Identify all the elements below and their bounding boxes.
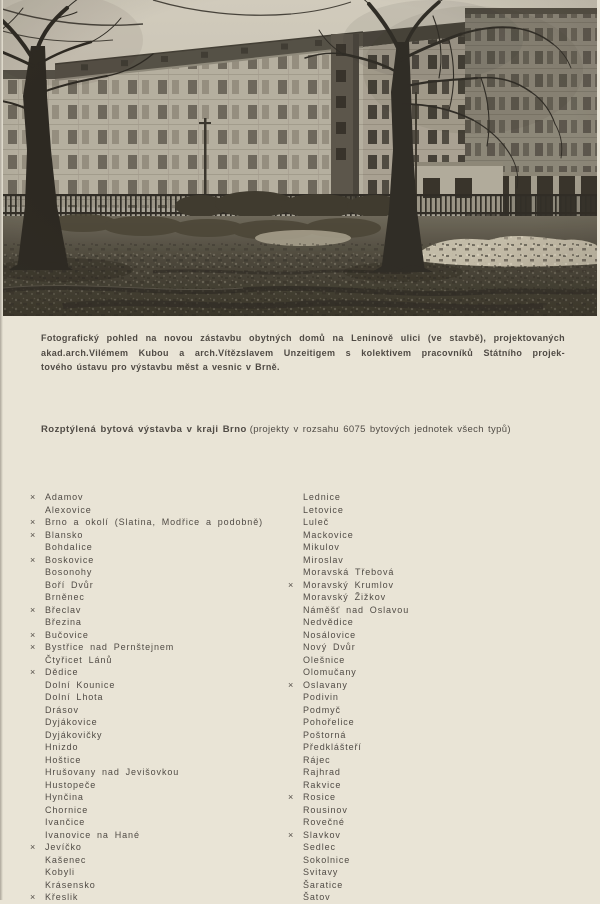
- left-place-name: Adamov: [45, 492, 84, 502]
- table-row: [0, 591, 600, 604]
- left-place-name: Dolní Kounice: [45, 679, 116, 690]
- left-column-cell: [0, 591, 288, 604]
- left-place-name: Hustopeče: [45, 779, 97, 790]
- left-place-name: Čtyřicet Lánů: [45, 654, 113, 665]
- right-column-cell: [288, 579, 600, 592]
- right-x-marker: [288, 766, 303, 779]
- left-x-marker: [30, 504, 45, 517]
- left-place-name: Chornice: [45, 804, 89, 815]
- left-x-marker: ×: [30, 529, 36, 540]
- left-column-cell: [0, 666, 288, 679]
- table-row: [0, 654, 600, 667]
- right-x-marker: [288, 741, 303, 754]
- right-place-name: Rakvice: [303, 779, 342, 790]
- right-place-name: Moravský Krumlov: [303, 579, 394, 590]
- right-place-name: Podmyč: [303, 704, 341, 715]
- table-row: [0, 866, 600, 879]
- left-place-name: Dyjákovičky: [45, 729, 103, 740]
- table-row: [0, 716, 600, 729]
- left-place-name: Drásov: [45, 704, 79, 715]
- right-place-name: Sokolnice: [303, 854, 351, 865]
- right-place-name: Rajhrad: [303, 767, 341, 777]
- left-x-marker: [30, 754, 45, 767]
- left-x-marker: ×: [30, 517, 36, 527]
- left-column-cell: [0, 779, 288, 792]
- table-row: [0, 879, 600, 892]
- table-row: [0, 491, 600, 504]
- right-x-marker: [288, 891, 303, 904]
- left-x-marker: [30, 566, 45, 579]
- left-column-cell: [0, 804, 288, 817]
- table-row: [0, 541, 600, 554]
- table-row: [0, 729, 600, 742]
- construction-photo-illustration: [3, 0, 597, 316]
- section-heading: [41, 424, 596, 435]
- photo-caption: [41, 331, 565, 375]
- left-place-name: Blansko: [45, 529, 84, 540]
- table-row: [0, 841, 600, 854]
- right-column-cell: [288, 804, 600, 817]
- left-x-marker: [30, 704, 45, 717]
- right-column-cell: [288, 779, 600, 792]
- left-column-cell: [0, 629, 288, 642]
- left-column-cell: [0, 679, 288, 692]
- right-place-name: Rovečné: [303, 817, 345, 827]
- left-x-marker: [30, 866, 45, 879]
- table-row: [0, 516, 600, 529]
- left-place-name: Dyjákovice: [45, 717, 98, 727]
- right-column-cell: [288, 741, 600, 754]
- right-column-cell: [288, 679, 600, 692]
- left-column-cell: [0, 516, 288, 529]
- table-row: [0, 791, 600, 804]
- right-place-name: Šatov: [303, 892, 331, 902]
- left-x-marker: [30, 716, 45, 729]
- right-x-marker: [288, 604, 303, 617]
- right-column-cell: [288, 491, 600, 504]
- right-place-name: Nový Dvůr: [303, 642, 356, 652]
- right-place-name: Olomučany: [303, 667, 357, 677]
- left-place-name: Bučovice: [45, 629, 89, 640]
- left-x-marker: [30, 779, 45, 792]
- left-x-marker: [30, 766, 45, 779]
- right-x-marker: [288, 854, 303, 867]
- heading-note-text: (projekty v rozsahu 6075 bytových jednotek všech typů): [249, 424, 511, 435]
- table-row: [0, 616, 600, 629]
- right-place-name: Rosice: [303, 792, 336, 802]
- left-x-marker: [30, 541, 45, 554]
- right-place-name: Rájec: [303, 754, 331, 765]
- right-x-marker: [288, 666, 303, 679]
- left-x-marker: [30, 804, 45, 817]
- right-column-cell: [288, 766, 600, 779]
- left-column-cell: [0, 504, 288, 517]
- right-x-marker: [288, 566, 303, 579]
- right-x-marker: [288, 816, 303, 829]
- right-column-cell: [288, 604, 600, 617]
- right-x-marker: [288, 616, 303, 629]
- right-place-name: Pohořelice: [303, 717, 355, 727]
- left-x-marker: [30, 741, 45, 754]
- table-row: [0, 604, 600, 617]
- table-row: [0, 854, 600, 867]
- right-place-name: Miroslav: [303, 554, 344, 565]
- left-column-cell: [0, 729, 288, 742]
- left-place-name: Hoštice: [45, 754, 82, 765]
- left-x-marker: ×: [30, 492, 36, 502]
- left-column-cell: [0, 529, 288, 542]
- right-place-name: Podivin: [303, 692, 339, 702]
- left-place-name: Ivanovice na Hané: [45, 829, 140, 840]
- left-column-cell: [0, 554, 288, 567]
- right-x-marker: ×: [288, 829, 294, 840]
- left-x-marker: ×: [30, 892, 36, 902]
- right-x-marker: [288, 591, 303, 604]
- left-place-name: Bosonohy: [45, 567, 93, 577]
- right-place-name: Sedlec: [303, 842, 336, 852]
- right-column-cell: [288, 829, 600, 842]
- right-column-cell: [288, 654, 600, 667]
- left-x-marker: [30, 691, 45, 704]
- right-column-cell: [288, 791, 600, 804]
- left-place-name: Hnizdo: [45, 742, 79, 752]
- right-x-marker: ×: [288, 679, 294, 690]
- table-row: [0, 779, 600, 792]
- left-column-cell: [0, 641, 288, 654]
- left-place-name: Dědice: [45, 667, 79, 677]
- left-column-cell: [0, 791, 288, 804]
- right-column-cell: [288, 866, 600, 879]
- right-x-marker: [288, 654, 303, 667]
- left-column-cell: [0, 741, 288, 754]
- caption-line: Fotografický pohled na novou zástavbu obytných domů na Leninově ulici (ve stavbě), projektovaných: [41, 333, 565, 343]
- heading-bold-text: Rozptýlená bytová výstavba v kraji Brno: [41, 424, 247, 435]
- left-place-name: Bystřice nad Pernštejnem: [45, 642, 175, 652]
- left-x-marker: [30, 879, 45, 892]
- left-place-name: Dolní Lhota: [45, 692, 104, 702]
- caption-line: tového ústavu pro výstavbu měst a vesnic v Brně.: [41, 362, 280, 373]
- right-place-name: Moravský Žižkov: [303, 592, 387, 602]
- right-column-cell: [288, 891, 600, 904]
- right-column-cell: [288, 841, 600, 854]
- right-column-cell: [288, 541, 600, 554]
- right-x-marker: [288, 704, 303, 717]
- left-column-cell: [0, 879, 288, 892]
- left-place-name: Kobyli: [45, 867, 75, 877]
- right-place-name: Slavkov: [303, 829, 341, 840]
- right-place-name: Mikulov: [303, 542, 340, 552]
- table-row: [0, 804, 600, 817]
- left-column-cell: [0, 704, 288, 717]
- left-column-cell: [0, 541, 288, 554]
- table-row: [0, 666, 600, 679]
- places-list: [0, 491, 600, 904]
- right-x-marker: ×: [288, 792, 294, 802]
- left-column-cell: [0, 841, 288, 854]
- left-column-cell: [0, 829, 288, 842]
- right-column-cell: [288, 879, 600, 892]
- right-x-marker: [288, 504, 303, 517]
- table-row: [0, 566, 600, 579]
- left-place-name: Krásensko: [45, 879, 96, 890]
- right-column-cell: [288, 854, 600, 867]
- left-place-name: Kašenec: [45, 854, 87, 865]
- right-column-cell: [288, 629, 600, 642]
- right-place-name: Předklášteří: [303, 742, 362, 752]
- left-place-name: Boří Dvůr: [45, 579, 94, 590]
- right-column-cell: [288, 704, 600, 717]
- right-column-cell: [288, 641, 600, 654]
- right-x-marker: [288, 541, 303, 554]
- right-place-name: Poštorná: [303, 729, 347, 740]
- left-x-marker: [30, 654, 45, 667]
- right-place-name: Svitavy: [303, 867, 339, 877]
- right-x-marker: [288, 554, 303, 567]
- right-x-marker: [288, 691, 303, 704]
- left-x-marker: [30, 791, 45, 804]
- left-x-marker: ×: [30, 629, 36, 640]
- right-place-name: Mackovice: [303, 529, 354, 540]
- left-column-cell: [0, 891, 288, 904]
- right-place-name: Olešnice: [303, 654, 346, 665]
- table-row: [0, 554, 600, 567]
- right-column-cell: [288, 566, 600, 579]
- right-x-marker: [288, 779, 303, 792]
- table-row: [0, 529, 600, 542]
- right-x-marker: ×: [288, 579, 294, 590]
- right-place-name: Letovice: [303, 504, 344, 515]
- left-column-cell: [0, 766, 288, 779]
- right-column-cell: [288, 816, 600, 829]
- right-x-marker: [288, 729, 303, 742]
- right-x-marker: [288, 516, 303, 529]
- left-place-name: Břeclav: [45, 604, 82, 615]
- right-place-name: Nedvědice: [303, 617, 354, 627]
- left-x-marker: [30, 679, 45, 692]
- left-column-cell: [0, 816, 288, 829]
- right-x-marker: [288, 629, 303, 642]
- left-column-cell: [0, 491, 288, 504]
- left-x-marker: [30, 729, 45, 742]
- right-x-marker: [288, 716, 303, 729]
- left-x-marker: [30, 829, 45, 842]
- right-column-cell: [288, 754, 600, 767]
- left-column-cell: [0, 754, 288, 767]
- right-place-name: Nosálovice: [303, 629, 357, 640]
- left-place-name: Hynčina: [45, 792, 84, 802]
- right-x-marker: [288, 641, 303, 654]
- right-place-name: Rousinov: [303, 804, 348, 815]
- right-place-name: Luleč: [303, 517, 330, 527]
- right-x-marker: [288, 754, 303, 767]
- left-place-name: Brněnec: [45, 592, 85, 602]
- left-place-name: Hrušovany nad Jevišovkou: [45, 767, 180, 777]
- left-x-marker: ×: [30, 842, 36, 852]
- left-column-cell: [0, 716, 288, 729]
- left-x-marker: [30, 816, 45, 829]
- left-place-name: Brno a okolí (Slatina, Modřice a podobně): [45, 517, 263, 527]
- table-row: [0, 754, 600, 767]
- left-column-cell: [0, 566, 288, 579]
- right-column-cell: [288, 691, 600, 704]
- left-place-name: Ivančice: [45, 817, 86, 827]
- left-place-name: Březina: [45, 617, 82, 627]
- left-x-marker: [30, 854, 45, 867]
- table-row: [0, 504, 600, 517]
- construction-photo: [3, 0, 597, 316]
- left-x-marker: ×: [30, 667, 36, 677]
- left-x-marker: ×: [30, 554, 36, 565]
- right-column-cell: [288, 716, 600, 729]
- left-column-cell: [0, 579, 288, 592]
- right-place-name: Moravská Třebová: [303, 567, 395, 577]
- left-column-cell: [0, 616, 288, 629]
- table-row: [0, 679, 600, 692]
- left-x-marker: [30, 579, 45, 592]
- table-row: [0, 579, 600, 592]
- table-row: [0, 641, 600, 654]
- table-row: [0, 704, 600, 717]
- table-row: [0, 691, 600, 704]
- left-column-cell: [0, 854, 288, 867]
- left-x-marker: [30, 616, 45, 629]
- left-column-cell: [0, 604, 288, 617]
- right-x-marker: [288, 529, 303, 542]
- left-x-marker: ×: [30, 642, 36, 652]
- right-place-name: Lednice: [303, 492, 341, 502]
- left-place-name: Boskovice: [45, 554, 95, 565]
- right-place-name: Šaratice: [303, 879, 344, 890]
- right-column-cell: [288, 616, 600, 629]
- right-column-cell: [288, 554, 600, 567]
- right-x-marker: [288, 866, 303, 879]
- table-row: [0, 829, 600, 842]
- left-x-marker: [30, 591, 45, 604]
- left-place-name: Bohdalice: [45, 542, 93, 552]
- left-place-name: Alexovice: [45, 504, 92, 515]
- left-column-cell: [0, 866, 288, 879]
- table-row: [0, 766, 600, 779]
- left-x-marker: ×: [30, 604, 36, 615]
- left-place-name: Jevíčko: [45, 842, 82, 852]
- right-x-marker: [288, 841, 303, 854]
- right-column-cell: [288, 591, 600, 604]
- left-column-cell: [0, 691, 288, 704]
- table-row: [0, 816, 600, 829]
- table-row: [0, 741, 600, 754]
- right-place-name: Náměšť nad Oslavou: [303, 604, 410, 615]
- right-x-marker: [288, 879, 303, 892]
- left-place-name: Křeslik: [45, 892, 79, 902]
- right-x-marker: [288, 804, 303, 817]
- table-row: [0, 891, 600, 904]
- right-column-cell: [288, 516, 600, 529]
- right-place-name: Oslavany: [303, 679, 348, 690]
- right-column-cell: [288, 729, 600, 742]
- right-column-cell: [288, 666, 600, 679]
- right-column-cell: [288, 504, 600, 517]
- left-column-cell: [0, 654, 288, 667]
- table-row: [0, 629, 600, 642]
- right-x-marker: [288, 491, 303, 504]
- caption-line: akad.arch.Vilémem Kubou a arch.Vítězslavem Unzeitigem s kolektivem pracovníků Státního projek-: [41, 347, 565, 358]
- right-column-cell: [288, 529, 600, 542]
